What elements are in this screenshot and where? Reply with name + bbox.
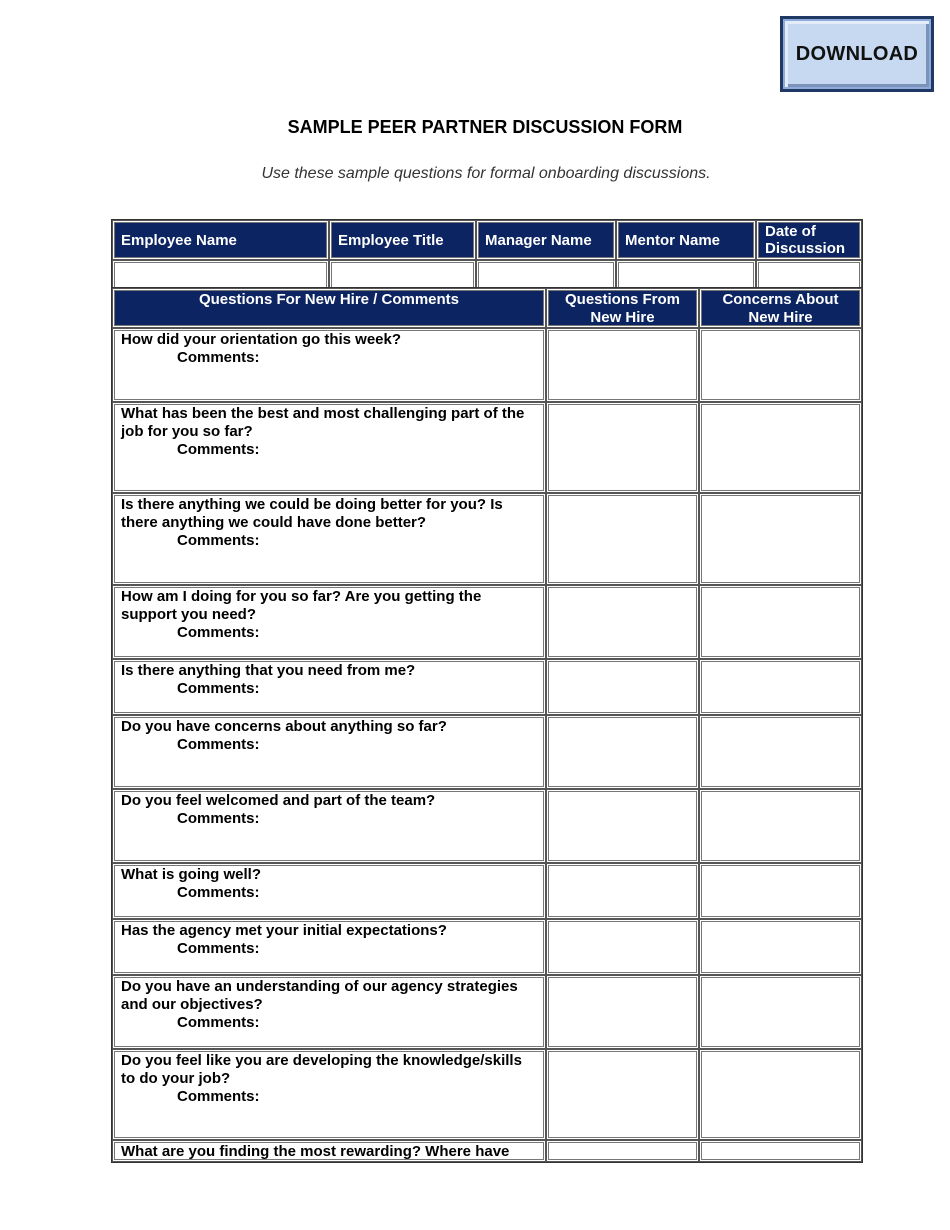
table-row [112, 402, 862, 493]
questions-from-new-hire-cell[interactable] [546, 493, 699, 585]
concerns-about-new-hire-cell[interactable] [699, 975, 862, 1049]
concerns-about-new-hire-cell[interactable] [699, 919, 862, 975]
question-cell[interactable] [112, 919, 546, 975]
questions-from-new-hire-cell[interactable] [546, 328, 699, 402]
header-questions-for-new-hire: Questions For New Hire / Comments [112, 288, 546, 328]
concerns-about-new-hire-cell[interactable] [699, 585, 862, 659]
question-text: Do you feel welcomed and part of the team? [121, 792, 436, 809]
concerns-about-new-hire-cell[interactable] [699, 493, 862, 585]
question-cell[interactable] [112, 402, 546, 493]
header-mentor-name: Mentor Name [616, 220, 756, 260]
comments-label: Comments: [177, 1088, 260, 1105]
concerns-about-new-hire-cell[interactable] [699, 402, 862, 493]
concerns-about-new-hire-cell[interactable] [699, 863, 862, 919]
question-text: How am I doing for you so far? Are you getting the support you need? [121, 588, 482, 623]
question-cell[interactable] [112, 1140, 546, 1162]
question-cell[interactable] [112, 715, 546, 789]
question-text: What is going well? [121, 866, 261, 883]
question-cell[interactable] [112, 493, 546, 585]
table-row [112, 328, 862, 402]
question-text: Has the agency met your initial expectations? [121, 922, 447, 939]
comments-label: Comments: [177, 441, 260, 458]
employee-title-field[interactable] [329, 260, 476, 290]
table-row [112, 789, 862, 863]
question-text: Do you have an understanding of our agency strategies and our objectives? [121, 978, 518, 1013]
question-text: What has been the best and most challenging part of the job for you so far? [121, 405, 525, 440]
questions-table [111, 287, 863, 1163]
comments-label: Comments: [177, 1014, 260, 1031]
table-row [112, 1140, 862, 1162]
download-button[interactable]: DOWNLOAD [780, 16, 934, 92]
employee-name-field[interactable] [112, 260, 329, 290]
question-cell[interactable] [112, 328, 546, 402]
questions-from-new-hire-cell[interactable] [546, 919, 699, 975]
question-text: Do you feel like you are developing the knowledge/skills to do your job? [121, 1052, 522, 1087]
concerns-about-new-hire-cell[interactable] [699, 715, 862, 789]
question-text: Is there anything that you need from me? [121, 662, 416, 679]
question-text: Is there anything we could be doing better for you? Is there anything we could have done better? [121, 496, 503, 531]
concerns-about-new-hire-cell[interactable] [699, 789, 862, 863]
questions-from-new-hire-cell[interactable] [546, 715, 699, 789]
comments-label: Comments: [177, 884, 260, 901]
header-manager-name: Manager Name [476, 220, 616, 260]
table-row [112, 1049, 862, 1140]
comments-label: Comments: [177, 940, 260, 957]
questions-from-new-hire-cell[interactable] [546, 659, 699, 715]
table-row [112, 659, 862, 715]
concerns-about-new-hire-cell[interactable] [699, 1140, 862, 1162]
manager-name-field[interactable] [476, 260, 616, 290]
question-cell[interactable] [112, 585, 546, 659]
question-text: Do you have concerns about anything so far? [121, 718, 447, 735]
concerns-about-new-hire-cell[interactable] [699, 659, 862, 715]
question-text: What are you finding the most rewarding? Where have [121, 1143, 510, 1160]
table-row [112, 919, 862, 975]
header-employee-title: Employee Title [329, 220, 476, 260]
form-title: SAMPLE PEER PARTNER DISCUSSION FORM [287, 117, 683, 137]
question-cell[interactable] [112, 975, 546, 1049]
comments-label: Comments: [177, 810, 260, 827]
question-text: How did your orientation go this week? [121, 331, 402, 348]
questions-from-new-hire-cell[interactable] [546, 402, 699, 493]
questions-from-new-hire-cell[interactable] [546, 975, 699, 1049]
comments-label: Comments: [177, 680, 260, 697]
concerns-about-new-hire-cell[interactable] [699, 1049, 862, 1140]
comments-label: Comments: [177, 349, 260, 366]
question-cell[interactable] [112, 1049, 546, 1140]
header-date-of-discussion: Date of Discussion [756, 220, 862, 260]
questions-from-new-hire-cell[interactable] [546, 585, 699, 659]
date-of-discussion-field[interactable] [756, 260, 862, 290]
question-cell[interactable] [112, 789, 546, 863]
header-employee-name: Employee Name [112, 220, 329, 260]
question-cell[interactable] [112, 659, 546, 715]
comments-label: Comments: [177, 624, 260, 641]
questions-from-new-hire-cell[interactable] [546, 863, 699, 919]
table-row [112, 585, 862, 659]
form-subtitle: Use these sample questions for formal onboarding discussions. [261, 165, 711, 182]
employee-info-table [111, 219, 863, 291]
header-questions-from-new-hire: Questions From New Hire [546, 288, 699, 328]
table-row [112, 493, 862, 585]
questions-from-new-hire-cell[interactable] [546, 789, 699, 863]
mentor-name-field[interactable] [616, 260, 756, 290]
table-row [112, 715, 862, 789]
question-cell[interactable] [112, 863, 546, 919]
questions-from-new-hire-cell[interactable] [546, 1049, 699, 1140]
table-row [112, 975, 862, 1049]
concerns-about-new-hire-cell[interactable] [699, 328, 862, 402]
comments-label: Comments: [177, 736, 260, 753]
questions-from-new-hire-cell[interactable] [546, 1140, 699, 1162]
comments-label: Comments: [177, 532, 260, 549]
header-concerns-about-new-hire: Concerns About New Hire [699, 288, 862, 328]
table-row [112, 863, 862, 919]
